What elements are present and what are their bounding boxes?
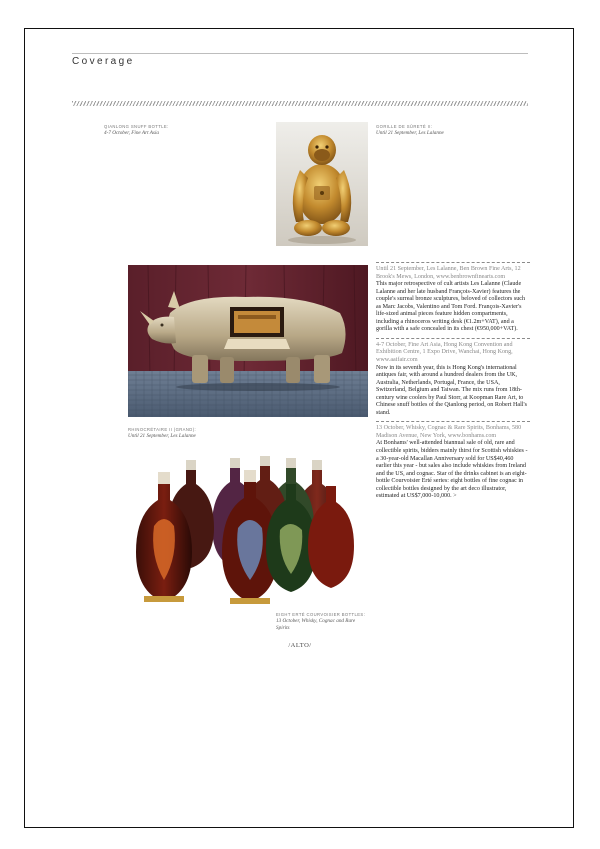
listing-bonhams <box>376 421 530 500</box>
listing-bonhams-text: At Bonhams' well-attended biannual sale of old, rare and collectible spirits, bidders mainly thirst for Scottish whiskies - a 30-year-old Macallan Anniversary sold for US$40,460 earlier this year - but sales also include whiskies from Ireland and the US, and cognac. Star of the drinks cabinet is an eight-bottle Courvoisier Erté series: eight bottles of fine cognac in collectible bottles designed by the art deco illustrator, estimated at US$7,000-10,000. > <box>376 440 528 500</box>
caption-bottles <box>276 612 368 631</box>
caption-bottles-detail: 13 October, Whisky, Cognac and Rare Spirits <box>276 618 356 631</box>
listing-fine-art-asia-heading: 4-7 October, Fine Art Asia, Hong Kong Convention and Exhibition Centre, 1 Expo Drive, Wanchai, Hong Kong, www.aaifair.com <box>376 341 513 364</box>
caption-gorille <box>376 124 526 137</box>
header-rule <box>72 53 528 54</box>
caption-qianlong-detail: 4-7 October, Fine Art Asia <box>104 130 159 137</box>
magazine-mark: /ALTO/ <box>288 642 312 649</box>
caption-gorille-title: GORILLE DE SÛRETÉ II: <box>376 124 433 129</box>
listing-lalanne <box>376 262 530 334</box>
courvoisier-bottles-image <box>126 456 370 616</box>
caption-rhinoceros <box>128 427 278 440</box>
rhinoceros-photo <box>128 265 368 417</box>
caption-rhinoceros-detail: Until 21 September, Les Lalanne <box>128 433 196 440</box>
rhinoceros-desk-image <box>128 265 368 417</box>
caption-qianlong-title: QIANLONG SNUFF BOTTLE: <box>104 124 169 129</box>
listings-column <box>376 262 530 505</box>
listing-bonhams-heading: 13 October, Whisky, Cognac & Rare Spirits, Bonhams, 580 Madison Avenue, New York, www.bonhams.com <box>376 425 522 439</box>
caption-qianlong <box>104 124 214 137</box>
listing-fine-art-asia-text: Now in its seventh year, this is Hong Kong's international antiques fair, with around a hundred dealers from the UK, Australia, Netherlands, Portugal, France, the USA, Switzerland, Belgium and Taiwan. The mix runs from 18th-century wine coolers by Paul Storr, at Koopman Rare Art, to Chinese snuff bottles of the Qianlong period, on Robert Hall's stand. <box>376 364 527 416</box>
caption-gorille-detail: Until 21 September, Les Lalanne <box>376 130 444 137</box>
bottles-photo <box>126 456 370 616</box>
section-title: Coverage <box>72 56 135 67</box>
gorilla-sculpture-image <box>276 122 368 246</box>
caption-bottles-title: EIGHT ERTÉ COURVOISIER BOTTLES: <box>276 612 366 617</box>
gorilla-photo <box>276 122 368 246</box>
caption-rhinoceros-title: RHINOCRÉTAIRE II (GRAND): <box>128 427 197 432</box>
hatched-divider <box>72 101 528 106</box>
listing-lalanne-heading: Until 21 September, Les Lalanne, Ben Brown Fine Arts, 12 Brook's Mews, London, www.benbrownfinearts.com <box>376 266 521 280</box>
listing-lalanne-text: This major retrospective of cult artists Les Lalanne (Claude Lalanne and her late husband François-Xavier) features the couple's surreal bronze sculptures, beloved of collectors such as Marc Jacobs, Valentino and Tom Ford. François-Xavier's life-sized animal pieces feature hidden compartments, including a rhinoceros writing desk (€1.2m+VAT), and a gorilla with a safe concealed in its chest (€950,000+VAT). <box>376 281 525 333</box>
listing-fine-art-asia <box>376 338 530 417</box>
